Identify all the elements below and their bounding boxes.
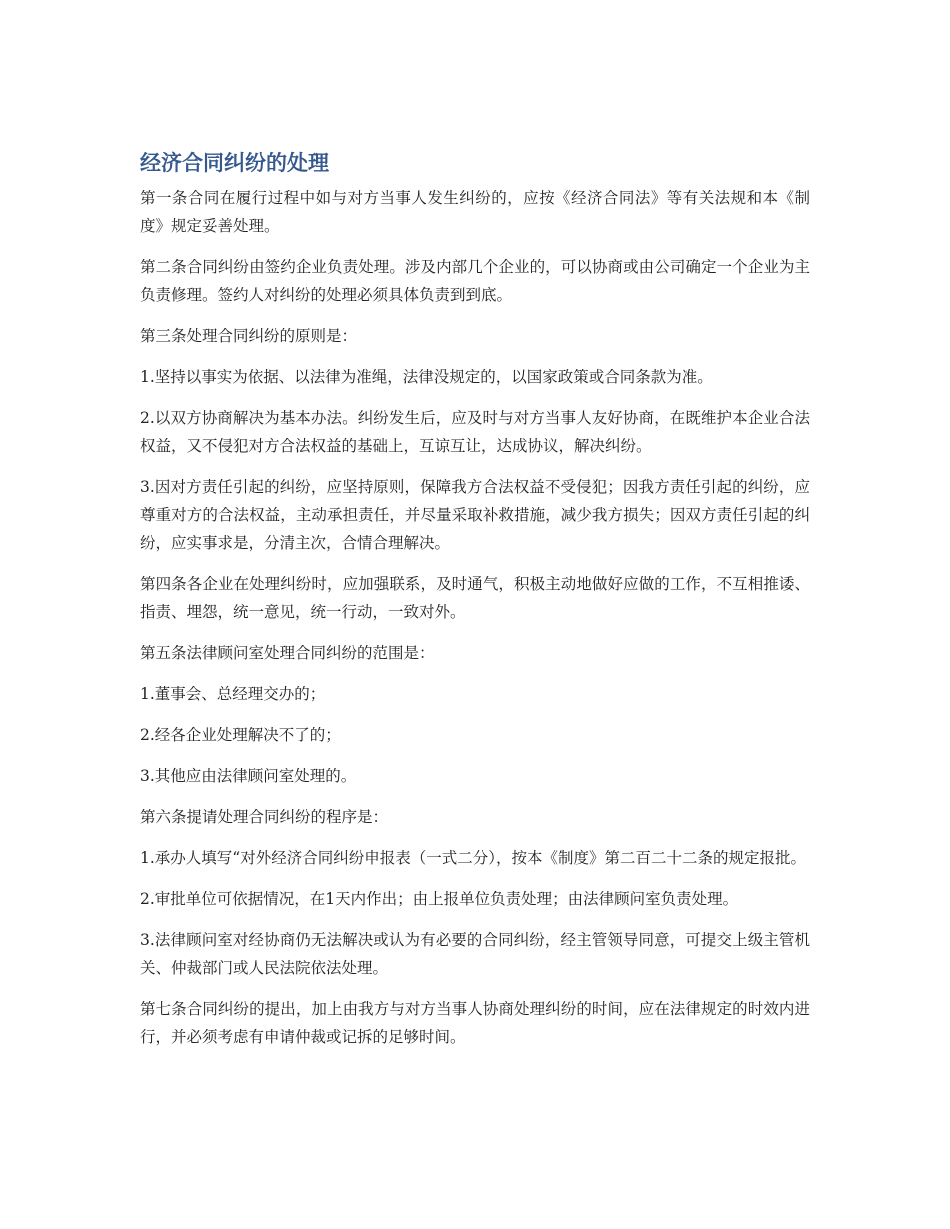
article-4-paragraph: 第四条各企业在处理纠纷时，应加强联系，及时通气，积极主动地做好应做的工作，不互相推诿、指责、埋怨，统一意见，统一行动，一致对外。: [140, 575, 810, 621]
article-5-heading: 第五条法律顾问室处理合同纠纷的范围是：: [140, 644, 435, 662]
article-6-item-3: 3.法律顾问室对经协商仍无法解决或认为有必要的合同纠纷，经主管领导同意，可提交上级主管机关、仲裁部门或人民法院依法处理。: [140, 931, 810, 977]
article-3-item-1: 1.坚持以事实为依据、以法律为准绳，法律没规定的，以国家政策或合同条款为准。: [140, 368, 713, 386]
article-2-paragraph: 第二条合同纠纷由签约企业负责处理。涉及内部几个企业的，可以协商或由公司确定一个企业为主负责修理。签约人对纠纷的处理必须具体负责到到底。: [140, 258, 810, 304]
article-5-item-1: 1.董事会、总经理交办的；: [140, 685, 326, 703]
article-3-item-3: 3.因对方责任引起的纠纷，应坚持原则，保障我方合法权益不受侵犯；因我方责任引起的纠纷，应尊重对方的合法权益，主动承担责任，并尽量采取补救措施，减少我方损失；因双方责任引起的纠纷，应实事求是，分清主次，合情合理解决。: [140, 478, 810, 552]
article-1-paragraph: 第一条合同在履行过程中如与对方当事人发生纠纷的，应按《经济合同法》等有关法规和本《制度》规定妥善处理。: [140, 189, 810, 235]
article-6-item-2: 2.审批单位可依据情况，在1天内作出；由上报单位负责处理；由法律顾问室负责处理。: [140, 890, 739, 908]
article-5-item-3: 3.其他应由法律顾问室处理的。: [140, 767, 357, 785]
article-5-item-2: 2.经各企业处理解决不了的；: [140, 726, 341, 744]
document-title: 经济合同纠纷的处理: [140, 151, 329, 175]
document-page: [140, 148, 810, 1064]
article-3-item-2: 2.以双方协商解决为基本办法。纠纷发生后，应及时与对方当事人友好协商，在既维护本企业合法权益，又不侵犯对方合法权益的基础上，互谅互让，达成协议，解决纠纷。: [140, 409, 810, 455]
article-6-item-1: 1.承办人填写“对外经济合同纠纷申报表（一式二分），按本《制度》第二百二十二条的规定报批。: [140, 849, 806, 867]
article-3-heading: 第三条处理合同纠纷的原则是：: [140, 327, 358, 345]
article-6-heading: 第六条提请处理合同纠纷的程序是：: [140, 808, 389, 826]
article-7-paragraph: 第七条合同纠纷的提出，加上由我方与对方当事人协商处理纠纷的时间，应在法律规定的时效内进行，并必须考虑有申请仲裁或记拆的足够时间。: [140, 1000, 810, 1046]
